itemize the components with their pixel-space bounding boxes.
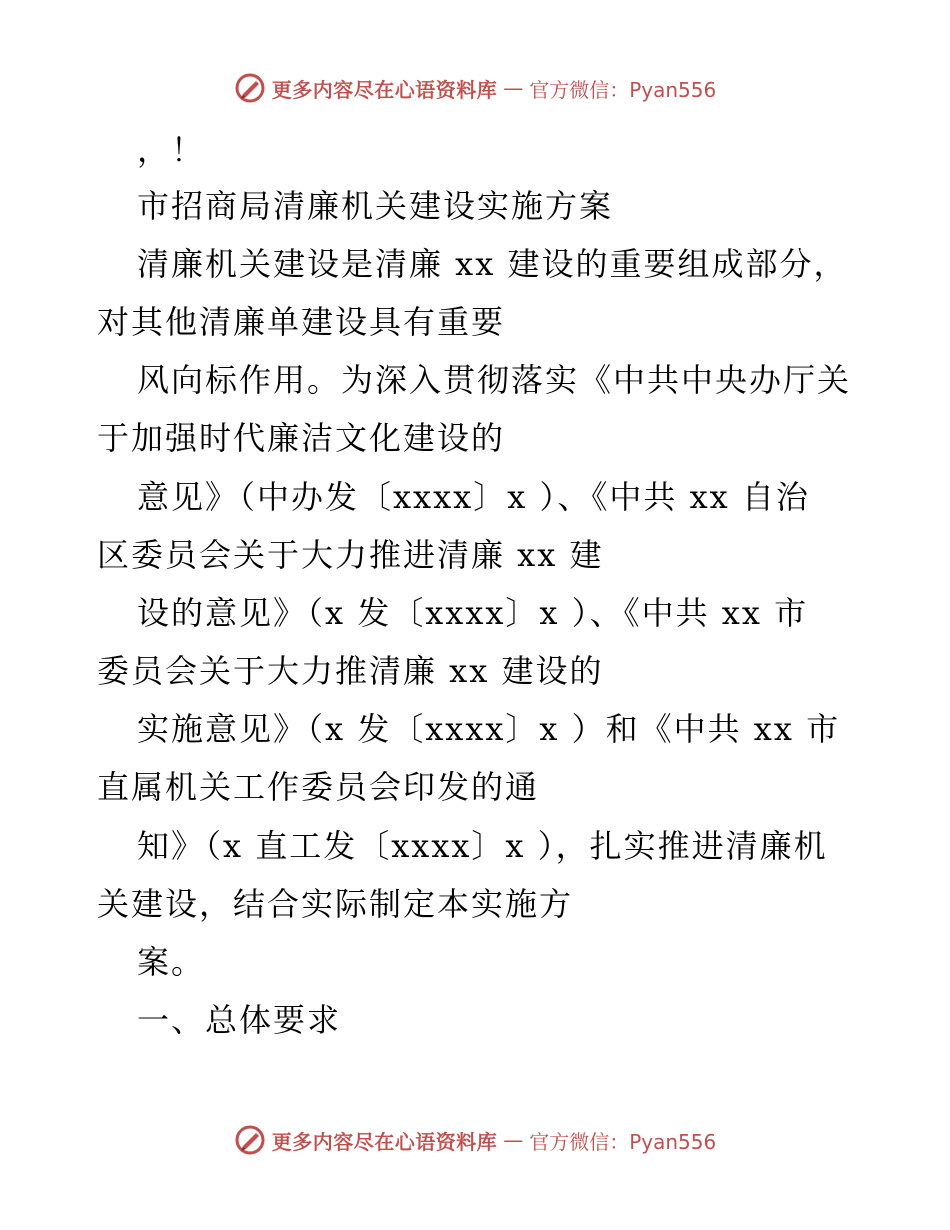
pen-logo-icon (234, 72, 266, 104)
text-line: 关建设，结合实际制定本实施方 (97, 885, 574, 923)
pen-logo-icon (234, 1124, 266, 1156)
banner-text: 更多内容尽在心语资料库 (271, 77, 498, 102)
text-line: 区委员会关于大力推进清廉 xx 建 (97, 536, 604, 574)
banner-wechat: 官方微信：Pyan556 (529, 77, 717, 102)
banner-dash: — (503, 76, 524, 100)
section-heading: 一、总体要求 (137, 1001, 342, 1039)
text-line: 直属机关工作委员会印发的通 (97, 768, 540, 806)
banner-text: 更多内容尽在心语资料库 (271, 1129, 498, 1154)
text-line: 设的意见》（x 发〔xxxx〕x ）、《中共 xx 市 (137, 594, 809, 632)
text-line: 清廉机关建设是清廉 xx 建设的重要组成部分， (137, 245, 848, 283)
header-banner (0, 72, 950, 104)
text-line: 委员会关于大力推清廉 xx 建设的 (97, 652, 604, 690)
text-line: 案。 (137, 943, 206, 981)
text-line: 风向标作用。为深入贯彻落实《中共中央办厅关 (137, 361, 852, 399)
banner-dash: — (503, 1128, 524, 1152)
text-line: 意见》（中办发〔xxxx〕x ）、《中共 xx 自治 (137, 478, 810, 516)
text-line: 知》（x 直工发〔xxxx〕x ），扎实推进清廉机 (137, 827, 828, 865)
banner-wechat: 官方微信：Pyan556 (529, 1129, 717, 1154)
document-title: 市招商局清廉机关建设实施方案 (137, 187, 614, 225)
text-line: ，！ (137, 131, 206, 169)
text-line: 对其他清廉单建设具有重要 (97, 303, 506, 341)
footer-banner (0, 1124, 950, 1156)
text-line: 实施意见》（x 发〔xxxx〕x ）和《中共 xx 市 (137, 710, 841, 748)
text-line: 于加强时代廉洁文化建设的 (97, 419, 506, 457)
